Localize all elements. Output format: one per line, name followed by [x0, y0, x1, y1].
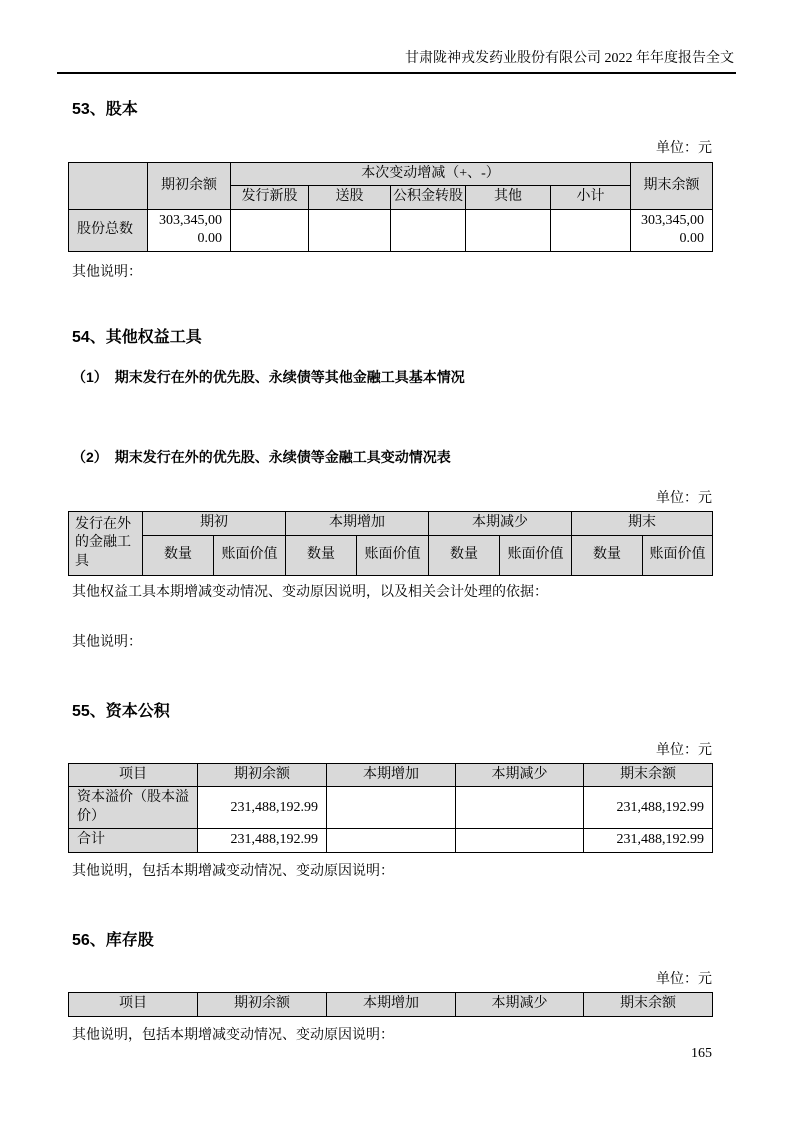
report-header — [57, 50, 736, 74]
quantity-header: 数量 — [572, 535, 643, 575]
table-row — [69, 787, 713, 829]
empty-cell — [327, 829, 456, 852]
carrying-value-header: 账面价值 — [643, 535, 713, 575]
decrease-group-header: 本期减少 — [429, 512, 572, 535]
carrying-value-header: 账面价值 — [214, 535, 286, 575]
section-55-heading: 55、资本公积 — [72, 702, 170, 720]
empty-cell — [456, 829, 584, 852]
other-header: 其他 — [466, 186, 551, 209]
section-56-heading: 56、库存股 — [72, 931, 154, 949]
opening-group-header: 期初 — [143, 512, 286, 535]
final-balance-header: 期末余额 — [584, 763, 713, 786]
note-text: 其他权益工具本期增减变动情况、变动原因说明，以及相关会计处理的依据： — [72, 584, 548, 600]
initial-balance-header: 期初余额 — [198, 992, 327, 1016]
unit-label: 单位：元 — [656, 971, 712, 987]
quantity-header: 数量 — [143, 535, 214, 575]
empty-cell — [231, 209, 309, 251]
note-text: 其他说明： — [72, 264, 142, 280]
unit-label: 单位：元 — [656, 141, 712, 156]
change-group-header: 本次变动增减（+、-） — [231, 163, 631, 186]
empty-cell — [309, 209, 391, 251]
carrying-value-header: 账面价值 — [357, 535, 429, 575]
initial-value-cell: 303,345,000.00 — [148, 209, 231, 251]
decrease-header: 本期减少 — [456, 992, 584, 1016]
final-balance-header: 期末余额 — [584, 992, 713, 1016]
closing-group-header: 期末 — [572, 512, 713, 535]
increase-header: 本期增加 — [327, 992, 456, 1016]
unit-label: 单位：元 — [656, 491, 712, 507]
increase-header: 本期增加 — [327, 763, 456, 786]
item-header: 项目 — [69, 763, 198, 786]
carrying-value-header: 账面价值 — [500, 535, 572, 575]
final-value-cell: 231,488,192.99 — [584, 787, 713, 829]
initial-balance-header: 期初余额 — [148, 163, 231, 210]
capital-reserve-table — [68, 763, 713, 853]
section-53-heading: 53、股本 — [72, 101, 138, 118]
reserve-transfer-header: 公积金转股 — [391, 186, 466, 209]
empty-cell — [327, 787, 456, 829]
initial-balance-header: 期初余额 — [198, 763, 327, 786]
new-issue-header: 发行新股 — [231, 186, 309, 209]
empty-cell — [551, 209, 631, 251]
financial-instruments-table — [68, 511, 713, 575]
treasury-stock-table — [68, 992, 713, 1017]
final-value-cell: 303,345,000.00 — [631, 209, 713, 251]
section-54-heading: 54、其他权益工具 — [72, 329, 202, 347]
empty-cell — [466, 209, 551, 251]
note-text: 其他说明，包括本期增减变动情况、变动原因说明： — [72, 1027, 394, 1043]
row-label-cell: 资本溢价（股本溢价） — [69, 787, 198, 829]
subtotal-header: 小计 — [551, 186, 631, 209]
increase-group-header: 本期增加 — [286, 512, 429, 535]
report-header-title: 甘肃陇神戎发药业股份有限公司 2022 年年度报告全文 — [405, 51, 734, 66]
quantity-header: 数量 — [286, 535, 357, 575]
row-label-cell: 股份总数 — [69, 209, 148, 251]
subitem-2-heading: （2） 期末发行在外的优先股、永续债等金融工具变动情况表 — [72, 449, 451, 466]
corner-header-cell — [69, 163, 148, 210]
item-header: 项目 — [69, 992, 198, 1016]
share-capital-table — [68, 162, 713, 252]
final-value-cell: 231,488,192.99 — [584, 829, 713, 852]
subitem-1-heading: （1） 期末发行在外的优先股、永续债等其他金融工具基本情况 — [72, 369, 465, 386]
unit-label: 单位：元 — [656, 742, 712, 758]
table-row — [69, 829, 713, 852]
final-balance-header: 期末余额 — [631, 163, 713, 210]
table-row — [69, 209, 713, 251]
decrease-header: 本期减少 — [456, 763, 584, 786]
total-row-label-cell: 合计 — [69, 829, 198, 852]
note-text: 其他说明： — [72, 634, 142, 650]
empty-cell — [456, 787, 584, 829]
empty-cell — [391, 209, 466, 251]
initial-value-cell: 231,488,192.99 — [198, 787, 327, 829]
page-number: 165 — [691, 1046, 712, 1061]
note-text: 其他说明，包括本期增减变动情况、变动原因说明： — [72, 863, 394, 879]
instrument-label-header: 发行在外的金融工具 — [69, 512, 143, 575]
quantity-header: 数量 — [429, 535, 500, 575]
initial-value-cell: 231,488,192.99 — [198, 829, 327, 852]
bonus-issue-header: 送股 — [309, 186, 391, 209]
